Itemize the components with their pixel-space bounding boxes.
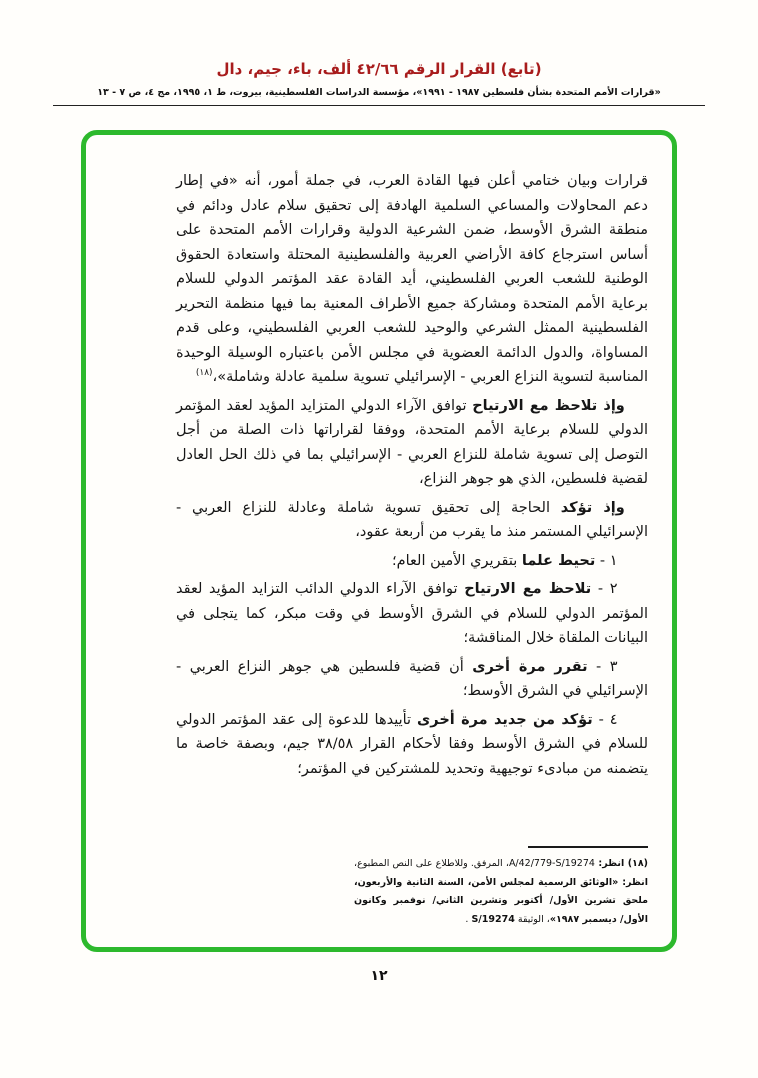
footnote-text: (١٨) انظر: A/42/779-S/19274، المرفق. وللاطلاع على النص المطبوع، انظر: «الوثائق الرسمية لمجلس الأمن، السنة الثانية والأربعون، ملحق تشرين الأول/ أكتوبر وتشرين الثاني/ نوفمبر وكانون الأول/ ديسمبر ١٩٨٧»، الوثيقة S/19274 . xyxy=(354,858,649,925)
footnote-divider xyxy=(528,846,648,848)
footnote-area xyxy=(176,846,648,929)
body-text xyxy=(176,169,648,785)
paragraph: وإذ تؤكد الحاجة إلى تحقيق تسوية شاملة وعادلة للنزاع العربي - الإسرائيلي المستمر منذ ما يقرب من أربعة عقود، xyxy=(176,499,648,540)
paragraph: قرارات وبيان ختامي أعلن فيها القادة العرب، في جملة أمور، أنه «في إطار دعم المحاولات والمساعي السلمية الهادفة إلى تحقيق سلام عادل ودائم في منطقة الشرق الأوسط، ضمن الشرعية الدولية وقرارات الأمم المتحدة على أساس استرجاع كافة الأراضي العربية والفلسطينية المحتلة واستعادة الحقوق الوطنية للشعب العربي الفلسطيني، أيد القادة عقد المؤتمر الدولي للسلام برعاية الأمم المتحدة ومشاركة جميع الأطراف المعنية بما فيها منظمة التحرير الفلسطينية الممثل الشرعي والوحيد للشعب العربي الفلسطيني، وعلى قدم المساواة، والدول الدائمة العضوية في مجلس الأمن باعتباره الوسيلة الوحيدة المناسبة لتسوية النزاع العربي - الإسرائيلي تسوية سلمية عادلة وشاملة»،$^{(١٨)}$ xyxy=(176,173,648,385)
document-header xyxy=(0,60,758,106)
list-item: ٢ - تلاحظ مع الارتياح توافق الآراء الدولي الدائب التزايد المؤيد لعقد المؤتمر الدولي للسلام في الشرق الأوسط في وقت مبكر، كما يتجلى في البيانات الملقاة خلال المناقشة؛ xyxy=(176,581,648,646)
highlight-border-box xyxy=(81,130,677,952)
list-item: ٤ - تؤكد من جديد مرة أخرى تأييدها للدعوة إلى عقد المؤتمر الدولي للسلام في الشرق الأوسط وفقا لأحكام القرار ٣٨/٥٨ جيم، وبصفة خاصة ما يتضمنه من مبادىء توجيهية وتحديد للمشتركين في المؤتمر؛ xyxy=(176,711,649,777)
list-item: ١ - تحيط علما بتقريري الأمين العام؛ xyxy=(392,552,618,569)
paragraph: وإذ تلاحظ مع الارتياح توافق الآراء الدولي المتزايد المؤيد لعقد المؤتمر الدولي للسلام برعاية الأمم المتحدة، ووفقا لقراراتها ذات الصلة من أجل التوصل إلى تسوية شاملة للنزاع العربي - الإسرائيلي بما في ذلك الحل العادل لقضية فلسطين، الذي هو جوهر النزاع، xyxy=(176,397,648,487)
header-divider xyxy=(53,105,705,106)
source-citation: «قرارات الأمم المتحدة بشأن فلسطين ١٩٨٧ - ١٩٩١»، مؤسسة الدراسات الفلسطينية، بيروت، ط ١، ١٩٩٥، مج ٤، ص ٧ - ١٣ xyxy=(97,87,661,98)
page-number: ١٢ xyxy=(370,968,388,984)
page-title: (تابع) القرار الرقم ٤٢/٦٦ ألف، باء، جيم، دال xyxy=(216,60,542,78)
list-item: ٣ - تقرر مرة أخرى أن قضية فلسطين هي جوهر النزاع العربي - الإسرائيلي في الشرق الأوسط؛ xyxy=(176,658,648,699)
